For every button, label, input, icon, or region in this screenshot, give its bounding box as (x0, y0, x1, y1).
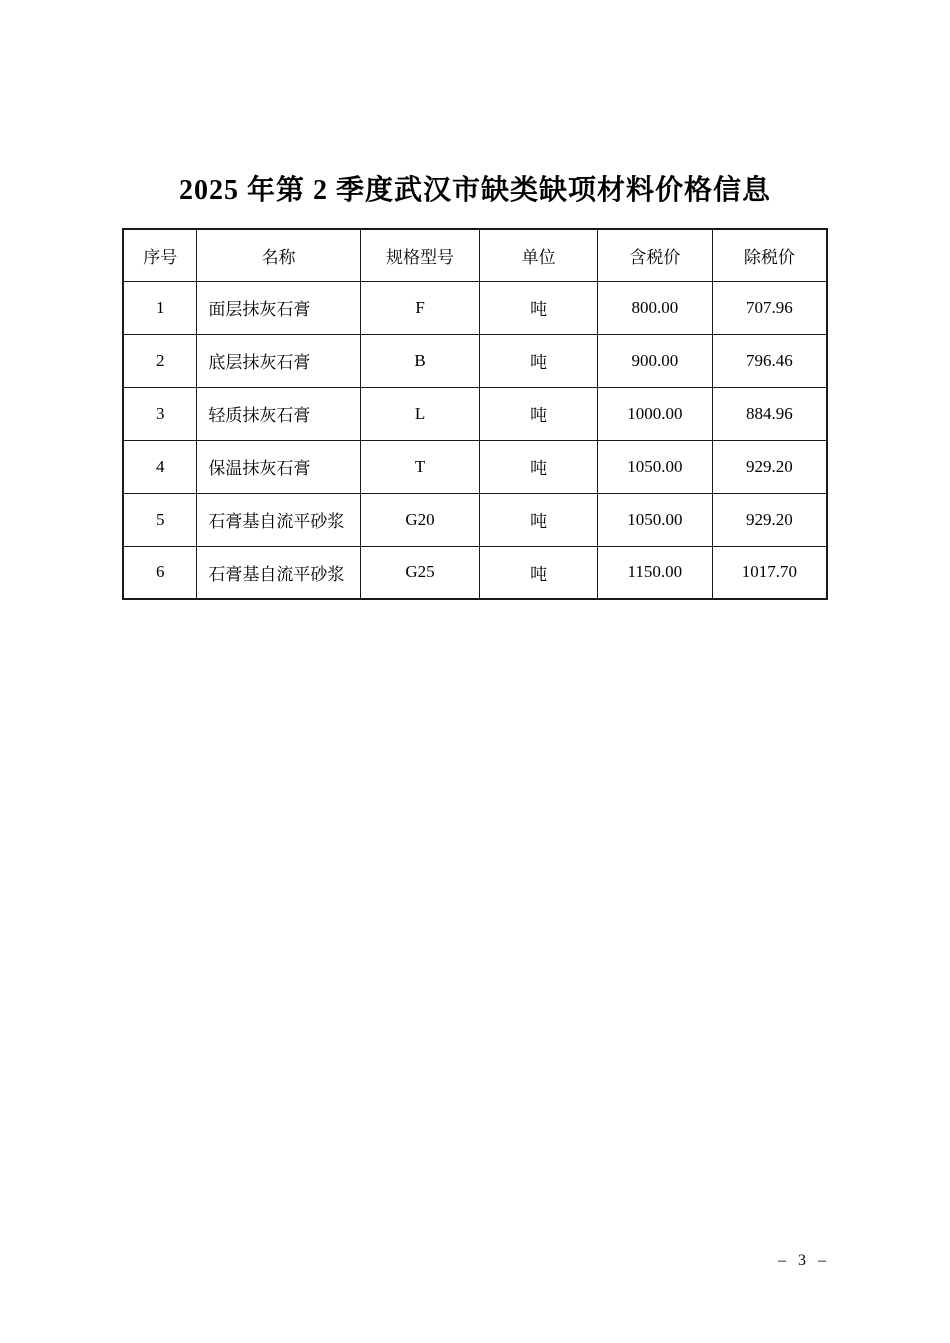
table-header-row (123, 229, 827, 281)
header-cell: 序号 (123, 229, 197, 281)
table-cell: 吨 (480, 440, 598, 493)
table-row (123, 281, 827, 334)
table-cell: 石膏基自流平砂浆 (197, 493, 360, 546)
table-cell: 929.20 (712, 493, 827, 546)
table-cell: 1050.00 (597, 493, 712, 546)
table-cell: B (360, 334, 480, 387)
table-cell: F (360, 281, 480, 334)
header-cell: 规格型号 (360, 229, 480, 281)
table-cell: 1150.00 (597, 546, 712, 599)
table-row (123, 387, 827, 440)
table-cell: 面层抹灰石膏 (197, 281, 360, 334)
table-row (123, 493, 827, 546)
table-cell: 1000.00 (597, 387, 712, 440)
table-row (123, 546, 827, 599)
table-cell: 吨 (480, 334, 598, 387)
table-cell: 1017.70 (712, 546, 827, 599)
table-cell: T (360, 440, 480, 493)
table-cell: 吨 (480, 546, 598, 599)
table-body (123, 281, 827, 599)
table-row (123, 440, 827, 493)
table-cell: 石膏基自流平砂浆 (197, 546, 360, 599)
header-cell: 单位 (480, 229, 598, 281)
table-row (123, 334, 827, 387)
table-cell: 吨 (480, 387, 598, 440)
table-cell: 5 (123, 493, 197, 546)
table-cell: 保温抹灰石膏 (197, 440, 360, 493)
table-cell: 轻质抹灰石膏 (197, 387, 360, 440)
table-cell: 3 (123, 387, 197, 440)
table-cell: 6 (123, 546, 197, 599)
table-cell: 800.00 (597, 281, 712, 334)
header-cell: 除税价 (712, 229, 827, 281)
table-cell: L (360, 387, 480, 440)
table-cell: 900.00 (597, 334, 712, 387)
page-number: – 3 – (778, 1252, 830, 1269)
price-table (122, 228, 828, 600)
table-cell: 底层抹灰石膏 (197, 334, 360, 387)
table-cell: 929.20 (712, 440, 827, 493)
table-cell: G20 (360, 493, 480, 546)
table-cell: 吨 (480, 281, 598, 334)
table-cell: 707.96 (712, 281, 827, 334)
table-cell: 796.46 (712, 334, 827, 387)
page-title: 2025 年第 2 季度武汉市缺类缺项材料价格信息 (178, 175, 771, 206)
header-cell: 名称 (197, 229, 360, 281)
table-cell: G25 (360, 546, 480, 599)
table-cell: 吨 (480, 493, 598, 546)
table-cell: 884.96 (712, 387, 827, 440)
table-cell: 2 (123, 334, 197, 387)
header-cell: 含税价 (597, 229, 712, 281)
table-cell: 1050.00 (597, 440, 712, 493)
table-cell: 1 (123, 281, 197, 334)
table-cell: 4 (123, 440, 197, 493)
